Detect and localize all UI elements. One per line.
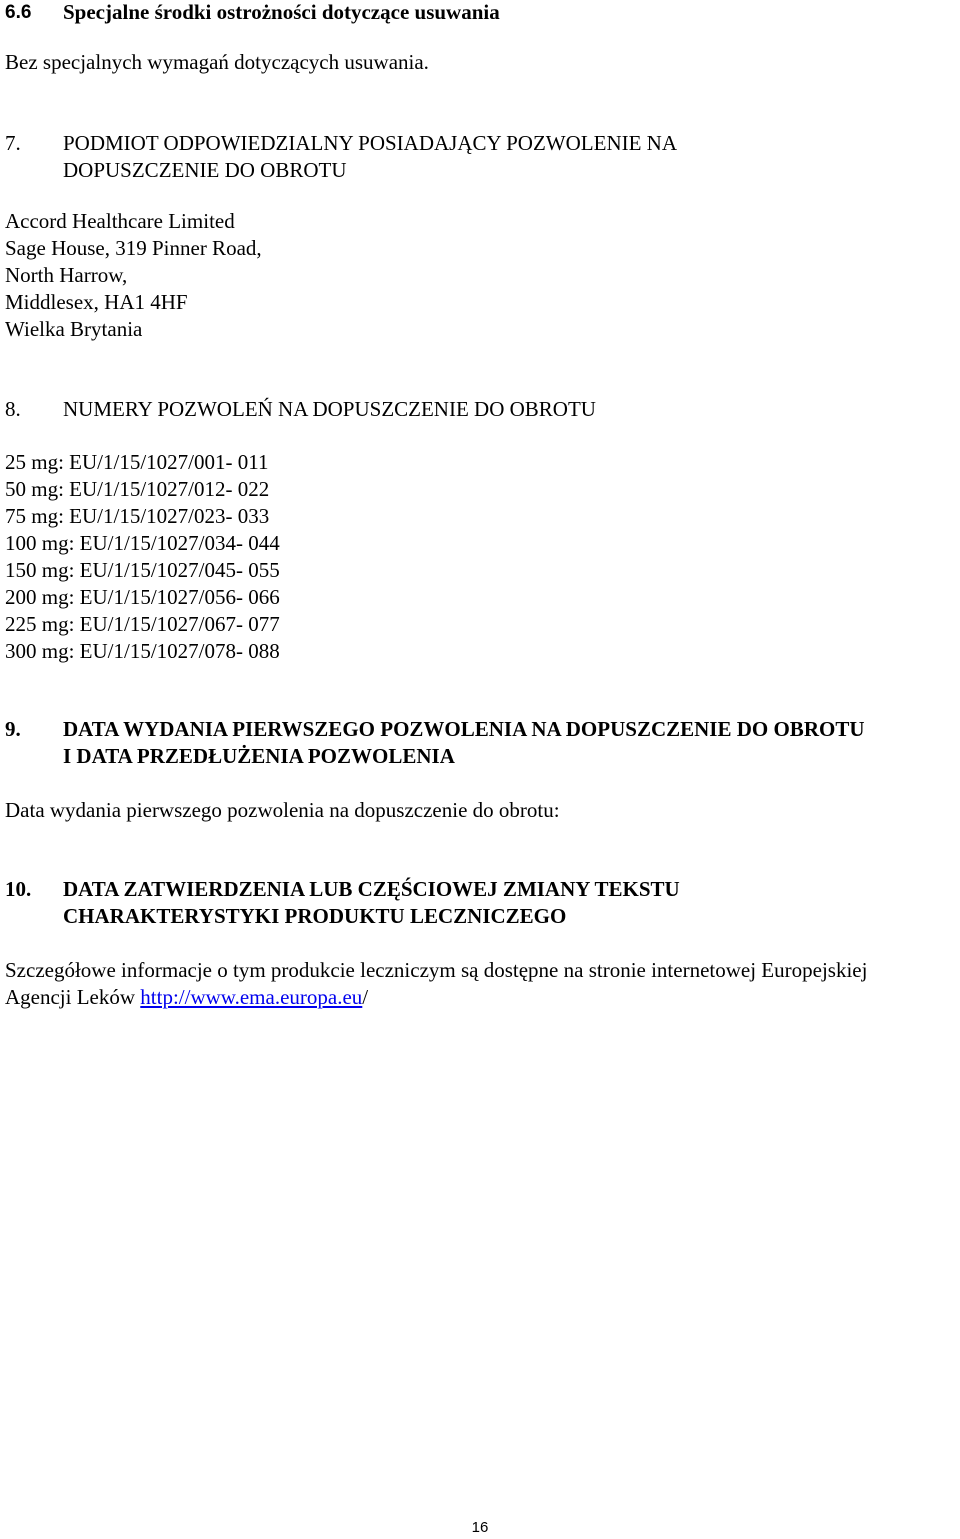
section-6-6-title: Specjalne środki ostrożności dotyczące usuwania [63,0,500,24]
page-number: 16 [471,1519,489,1536]
section-10-title-line1: DATA ZATWIERDZENIA LUB CZĘŚCIOWEJ ZMIANY TEKSTU [63,877,680,901]
section-10-body-line2 [5,984,368,1011]
section-10-title-line2: CHARAKTERYSTYKI PRODUKTU LECZNICZEGO [63,904,567,928]
address-line: Wielka Brytania [5,317,143,341]
section-9-number: 9. [5,717,21,741]
section-10-body-suffix: / [362,985,369,1009]
authorisation-number-item: 225 mg: EU/1/15/1027/067- 077 [5,612,280,636]
authorisation-number-item: 150 mg: EU/1/15/1027/045- 055 [5,558,280,582]
section-6-6-body: Bez specjalnych wymagań dotyczących usuwania. [5,50,429,74]
section-7-number: 7. [5,131,21,155]
ema-website-link[interactable]: http://www.ema.europa.eu [140,985,363,1009]
authorisation-number-item: 50 mg: EU/1/15/1027/012- 022 [5,477,270,501]
address-line: North Harrow, [5,263,128,287]
section-10-body-prefix: Agencji Leków [5,985,141,1009]
section-10-body-line1: Szczegółowe informacje o tym produkcie leczniczym są dostępne na stronie internetowej Europejskiej [5,958,868,982]
authorisation-number-item: 300 mg: EU/1/15/1027/078- 088 [5,639,280,663]
section-8-title: NUMERY POZWOLEŃ NA DOPUSZCZENIE DO OBROTU [63,397,596,421]
section-10-number: 10. [5,877,32,901]
section-9-title-line2: I DATA PRZEDŁUŻENIA POZWOLENIA [63,744,455,768]
section-8-number: 8. [5,397,21,421]
address-line: Middlesex, HA1 4HF [5,290,188,314]
section-7-title-line1: PODMIOT ODPOWIEDZIALNY POSIADAJĄCY POZWOLENIE NA [63,131,678,155]
section-9-title-line1: DATA WYDANIA PIERWSZEGO POZWOLENIA NA DOPUSZCZENIE DO OBROTU [63,717,865,741]
address-line: Sage House, 319 Pinner Road, [5,236,262,260]
authorisation-number-list [5,449,280,665]
authorisation-number-item: 75 mg: EU/1/15/1027/023- 033 [5,504,270,528]
authorisation-number-item: 100 mg: EU/1/15/1027/034- 044 [5,531,280,555]
address-line: Accord Healthcare Limited [5,209,235,233]
section-7-title-line2: DOPUSZCZENIE DO OBROTU [63,158,347,182]
holder-address [5,208,262,343]
authorisation-number-item: 25 mg: EU/1/15/1027/001- 011 [5,450,269,474]
section-6-6-number: 6.6 [5,2,32,23]
section-9-body: Data wydania pierwszego pozwolenia na dopuszczenie do obrotu: [5,798,560,822]
authorisation-number-item: 200 mg: EU/1/15/1027/056- 066 [5,585,280,609]
